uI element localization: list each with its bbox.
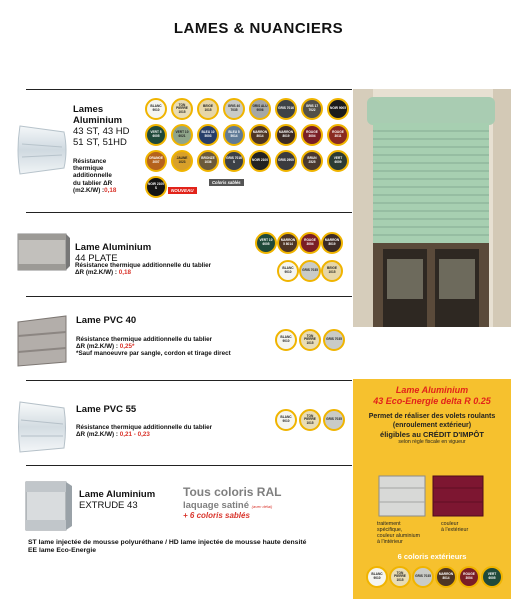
color-swatch	[223, 124, 245, 146]
color-swatch	[321, 260, 343, 282]
exterior-colors-title: 6 coloris extérieurs	[397, 552, 467, 561]
divider	[26, 212, 352, 213]
color-swatch	[197, 150, 219, 172]
color-swatch	[197, 98, 219, 120]
color-swatch-label: MARRON 5 8014	[280, 238, 296, 246]
color-swatch-label: BLANC 9010	[282, 266, 294, 274]
color-swatch	[249, 124, 271, 146]
color-swatch-label: VERT 10 6021	[175, 130, 189, 138]
color-swatch	[299, 232, 321, 254]
product-name: Lames Aluminium 43 ST, 43 HD 51 ST, 51HD	[73, 104, 130, 148]
color-swatch	[275, 124, 297, 146]
color-swatch	[389, 566, 411, 588]
color-swatch	[277, 232, 299, 254]
color-swatch-label: NOIR 2100	[252, 158, 268, 163]
color-swatch-label: TON PIERRE 1015	[176, 102, 188, 114]
slat-image-alu-43	[14, 124, 70, 176]
divider	[26, 89, 352, 90]
rolling-shutter-photo	[353, 89, 511, 327]
color-swatch-label: MARRON 8019	[278, 130, 294, 138]
color-swatch	[301, 98, 323, 120]
color-swatch-label: TON PIERRE 1015	[304, 333, 316, 345]
color-swatch-label: GRIS 17 7022	[305, 104, 319, 112]
color-swatch	[171, 98, 193, 120]
color-swatch	[223, 150, 245, 172]
color-swatch	[197, 124, 219, 146]
color-swatch-label: MARRON 8014	[438, 572, 454, 580]
color-swatch-label: BLANC 9010	[280, 335, 292, 343]
color-swatch	[255, 232, 277, 254]
color-swatch	[435, 566, 457, 588]
color-swatch-label: TON PIERRE 1015	[304, 413, 316, 425]
color-swatch	[327, 124, 349, 146]
color-swatch	[301, 124, 323, 146]
color-swatch	[366, 566, 388, 588]
color-swatch	[145, 98, 167, 120]
color-swatch-label: BRONZE 1036	[201, 156, 215, 164]
color-swatch-label: ROUGE 3011	[332, 130, 344, 138]
color-swatch-label: BLEU 5 5014	[228, 130, 240, 138]
color-swatch	[299, 329, 321, 351]
color-swatch-label: GRIS 7035	[415, 574, 431, 579]
color-swatch-label: BEIGE 1015	[203, 104, 213, 112]
color-swatch	[145, 150, 167, 172]
color-swatch-label: GRIS 7016	[278, 106, 294, 111]
ral-color-info: Tous coloris RAL laquage satiné (avec délai) + 6 coloris sablés	[183, 485, 282, 520]
color-swatch-label: BLANC 9010	[371, 572, 383, 580]
divider	[26, 380, 352, 381]
slat-image-inside	[377, 474, 427, 518]
color-swatch-label: GRIS 7035	[302, 268, 318, 273]
color-swatch-label: JAUNE 1023	[176, 156, 188, 164]
color-swatch	[145, 176, 167, 198]
color-swatch-label: BEIGE 1015	[327, 266, 337, 274]
color-swatch-label: NOIR 2100 S	[148, 182, 164, 190]
product-name: Lame Aluminium 44 PLATE	[75, 242, 152, 264]
color-swatch-label: ROUGE 3004	[304, 238, 316, 246]
color-swatch-label: GRIS 2900	[278, 158, 294, 163]
color-swatch-label: ORANGE 2007	[149, 156, 163, 164]
slat-image-pvc-40	[14, 312, 70, 370]
outside-caption: couleur à l'extérieur	[441, 521, 469, 533]
color-swatch-label: VERT 5 6005	[150, 130, 162, 138]
product-name: Lame PVC 40	[76, 315, 137, 326]
slat-image-pvc-55	[16, 398, 68, 456]
color-swatch	[323, 409, 345, 431]
product-resistance: Résistance thermique additionnelle du tablier ΔR (m2.K/W) : 0,21 - 0,23	[76, 424, 213, 439]
color-swatch-label: VERT 6009	[333, 156, 343, 164]
footnote: ST lame injectée de mousse polyuréthane / HD lame injectée de mousse haute densité EE lame Eco-Energie	[28, 539, 307, 554]
product-resistance: Résistance thermique additionnelle du tablier ΔR (m2.K/W) : 0,25* *Sauf manoeuvre par sangle, cordon et tirage direct	[76, 336, 231, 358]
sanded-colors-label: Coloris sablés	[209, 179, 244, 186]
color-swatch-label: VERT 6005	[487, 572, 497, 580]
eco-energie-promo: Lame Aluminium 43 Eco-Energie delta R 0.25 Permet de réaliser des volets roulants (enroulement extérieur) éligibles au CRÉDIT D'IMPÔT selon règle fiscale en vigueur traitement spécifique, couleur aluminium à l'intérieur couleur à l'extérieur 6 coloris extérieurs BLANC 9010 TON PIERRE 1015 GRIS 7035 MARRON 8014 ROUGE 3004 VERT 6005	[353, 379, 511, 599]
divider	[26, 296, 352, 297]
slat-image-alu-extrude-43	[22, 478, 74, 534]
color-swatch-label: GRIS ALU 9006	[252, 104, 268, 112]
product-name: Lame PVC 55	[76, 404, 137, 415]
color-swatch-label: BLEU 10 5003	[201, 130, 215, 138]
color-swatch-label: GRIS 7016 S	[226, 156, 242, 164]
product-name: Lame Aluminium EXTRUDE 43	[79, 489, 156, 511]
divider	[26, 465, 352, 466]
color-swatch	[275, 150, 297, 172]
color-swatch-label: VERT 10 6005	[259, 238, 273, 246]
page-title: LAMES & NUANCIERS	[173, 20, 344, 37]
color-swatch	[275, 409, 297, 431]
color-swatch	[458, 566, 480, 588]
color-swatch	[277, 260, 299, 282]
color-swatch	[299, 409, 321, 431]
color-swatch-label: BLANC 9010	[280, 415, 292, 423]
color-swatch-label: BLANC 9010	[150, 104, 162, 112]
color-swatch	[249, 150, 271, 172]
color-swatch-label: ROUGE 3004	[306, 130, 318, 138]
product-resistance: Résistance thermique additionnelle du tablier ΔR (m2.K/W) :0,18	[73, 158, 117, 194]
color-swatch	[275, 329, 297, 351]
color-swatch	[412, 566, 434, 588]
color-swatch	[249, 98, 271, 120]
color-swatch-label: ROUGE 3004	[463, 572, 475, 580]
color-swatch	[481, 566, 503, 588]
color-swatch	[327, 98, 349, 120]
slat-image-outside	[431, 474, 485, 518]
color-swatch	[301, 150, 323, 172]
color-swatch-label: TON PIERRE 1015	[394, 570, 406, 582]
inside-caption: traitement spécifique, couleur aluminium à l'intérieur	[377, 521, 420, 545]
color-swatch	[327, 150, 349, 172]
color-swatch-label: GRIS 7035	[326, 337, 342, 342]
color-swatch	[321, 232, 343, 254]
color-swatch-label: NOIR 9005	[330, 106, 346, 111]
color-swatch	[145, 124, 167, 146]
color-swatch	[323, 329, 345, 351]
color-swatch	[299, 260, 321, 282]
new-badge: NOUVEAU	[168, 187, 197, 194]
color-swatch-label: GRIS 40 7035	[227, 104, 241, 112]
color-swatch-label: MARRON 8014	[252, 130, 268, 138]
color-swatch-label: BRUN 2525	[307, 156, 317, 164]
color-swatch	[275, 98, 297, 120]
slat-image-alu-44-plate	[16, 228, 70, 276]
color-swatch-label: GRIS 7035	[326, 417, 342, 422]
color-swatch	[171, 124, 193, 146]
color-swatch	[171, 150, 193, 172]
color-swatch-label: MARRON 8019	[324, 238, 340, 246]
product-resistance: Résistance thermique additionnelle du tablier ΔR (m2.K/W) : 0,18	[75, 262, 212, 277]
color-swatch	[223, 98, 245, 120]
